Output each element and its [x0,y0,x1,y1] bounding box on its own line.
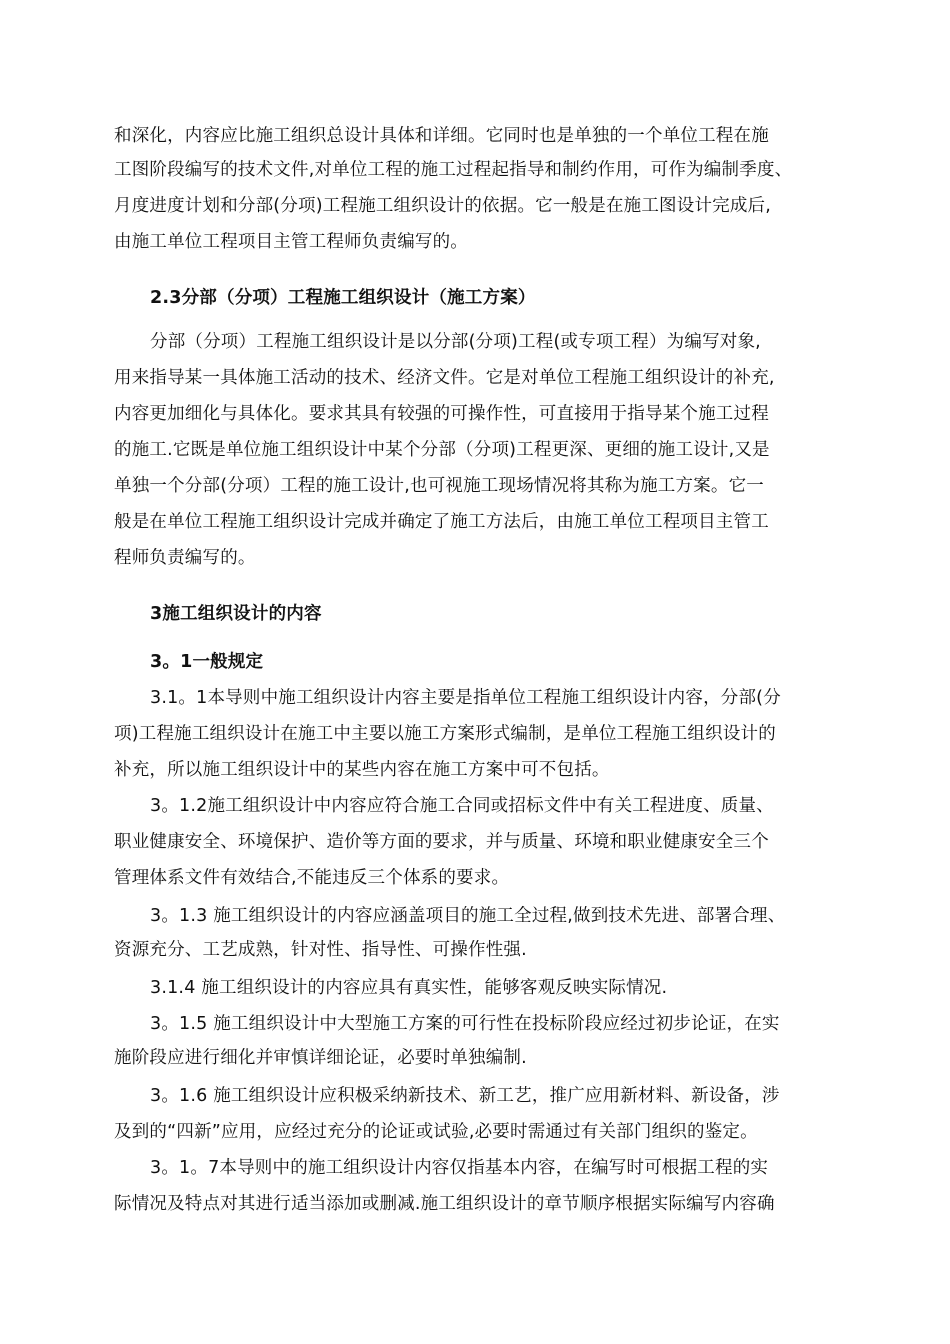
text-line: 程师负责编写的。 [114,548,256,568]
text-line: 用来指导某一具体施工活动的技术、经济文件。它是对单位工程施工组织设计的补充, [114,368,775,388]
text-line: 3。1.6 施工组织设计应积极采纳新技术、新工艺，推广应用新材料、新设备，涉 [150,1086,780,1106]
section-heading-3: 3施工组织设计的内容 [150,604,322,624]
text-line: 3。1.5 施工组织设计中大型施工方案的可行性在投标阶段应经过初步论证，在实 [150,1014,780,1034]
section-heading-3-1: 3。1一般规定 [150,652,264,672]
text-line: 施阶段应进行细化并审慎详细论证，必要时单独编制. [114,1048,527,1068]
text-line: 般是在单位工程施工组织设计完成并确定了施工方法后，由施工单位工程项目主管工 [114,512,769,532]
text-line: 管理体系文件有效结合,不能违反三个体系的要求。 [114,868,510,888]
text-line: 3。1。7本导则中的施工组织设计内容仅指基本内容，在编写时可根据工程的实 [150,1158,769,1178]
text-line: 3。1.2施工组织设计中内容应符合施工合同或招标文件中有关工程进度、质量、 [150,796,774,816]
text-line: 由施工单位工程项目主管工程师负责编写的。 [114,232,468,252]
text-line: 3.1。1本导则中施工组织设计内容主要是指单位工程施工组织设计内容，分部(分 [150,688,781,708]
text-line: 分部（分项）工程施工组织设计是以分部(分项)工程(或专项工程）为编写对象, [150,332,761,352]
text-line: 内容更加细化与具体化。要求其具有较强的可操作性，可直接用于指导某个施工过程 [114,404,769,424]
text-line: 职业健康安全、环境保护、造价等方面的要求，并与质量、环境和职业健康安全三个 [114,832,769,852]
text-line: 及到的“四新”应用，应经过充分的论证或试验,必要时需通过有关部门组织的鉴定。 [114,1122,758,1142]
text-line: 资源充分、工艺成熟，针对性、指导性、可操作性强. [114,940,527,960]
text-line: 月度进度计划和分部(分项)工程施工组织设计的依据。它一般是在施工图设计完成后, [114,196,772,216]
section-heading-2-3: 2.3分部（分项）工程施工组织设计（施工方案） [150,288,536,308]
text-line: 补充，所以施工组织设计中的某些内容在施工方案中可不包括。 [114,760,610,780]
text-line: 单独一个分部(分项）工程的施工设计,也可视施工现场情况将其称为施工方案。它一 [114,476,764,496]
text-line: 和深化，内容应比施工组织总设计具体和详细。它同时也是单独的一个单位工程在施 [114,126,769,146]
text-line: 的施工.它既是单位施工组织设计中某个分部（分项)工程更深、更细的施工设计,又是 [114,440,770,460]
text-line: 3.1.4 施工组织设计的内容应具有真实性，能够客观反映实际情况. [150,978,668,998]
text-line: 3。1.3 施工组织设计的内容应涵盖项目的施工全过程,做到技术先进、部署合理、 [150,906,786,926]
text-line: 际情况及特点对其进行适当添加或删减.施工组织设计的章节顺序根据实际编写内容确 [114,1194,775,1214]
text-line: 工图阶段编写的技术文件,对单位工程的施工过程起指导和制约作用，可作为编制季度、 [114,160,793,180]
text-line: 项)工程施工组织设计在施工中主要以施工方案形式编制，是单位工程施工组织设计的 [114,724,776,744]
